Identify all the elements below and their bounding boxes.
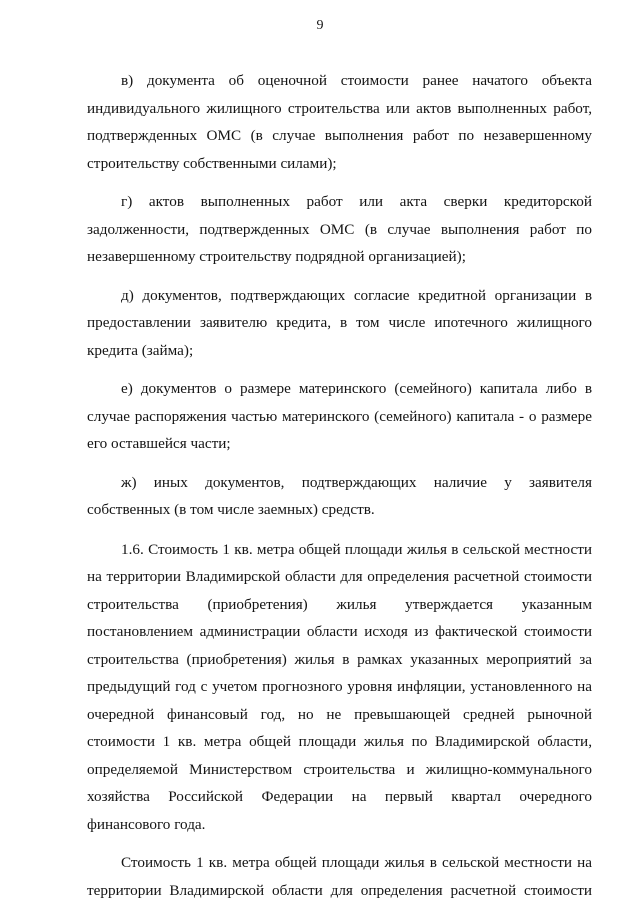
text-line: индивидуального жилищного строительства или актов выполненных работ, (87, 99, 592, 117)
paragraph-zh (87, 469, 592, 524)
document-body (87, 67, 592, 904)
text-line: д) документов, подтверждающих согласие кредитной организации в (121, 286, 592, 304)
paragraph-e (87, 375, 592, 458)
text-line: очередной финансовый год, но не превышающей средней рыночной (87, 705, 592, 723)
text-line: Стоимость 1 кв. метра общей площади жилья в сельской местности на (121, 854, 592, 871)
page-number: 9 (316, 18, 324, 33)
text-line: территории Владимирской области для определения расчетной стоимости (87, 881, 592, 899)
text-line: строительства (приобретения) жилья в рамках указанных мероприятий за (87, 650, 592, 668)
text-line: финансового года. (87, 815, 206, 833)
text-line: собственных (в том числе заемных) средств. (87, 501, 375, 518)
text-line: задолженности, подтвержденных ОМС (в случае выполнения работ по (87, 220, 592, 238)
paragraph-cost (87, 849, 592, 904)
text-line: на территории Владимирской области для определения расчетной стоимости (87, 568, 592, 585)
text-line: постановлением администрации области исходя из фактической стоимости (87, 623, 592, 640)
text-line: кредита (займа); (87, 341, 194, 359)
text-line: его оставшейся части; (87, 435, 231, 452)
paragraph-v (87, 67, 592, 177)
text-line: стоимости 1 кв. метра общей площади жилья по Владимирской области, (87, 733, 592, 750)
text-line: хозяйства Российской Федерации на первый квартал очередного (87, 788, 592, 805)
text-line: определяемой Министерством строительства и жилищно-коммунального (87, 760, 592, 778)
text-line: предоставлении заявителю кредита, в том числе ипотечного жилищного (87, 314, 592, 331)
text-line: случае распоряжения частью материнского (семейного) капитала - о размере (87, 407, 592, 425)
text-line: подтвержденных ОМС (в случае выполнения работ по незавершенному (87, 127, 592, 144)
paragraph-g (87, 188, 592, 271)
text-line: е) документов о размере материнского (семейного) капитала либо в (121, 380, 592, 397)
text-line: ж) иных документов, подтверждающих наличие у заявителя (121, 473, 592, 491)
text-line: г) актов выполненных работ или акта сверки кредиторской (121, 193, 592, 210)
paragraph-d (87, 282, 592, 365)
text-line: строительства (приобретения) жилья утверждается указанным (87, 595, 592, 613)
text-line: предыдущий год с учетом прогнозного уровня инфляции, установленного на (87, 678, 592, 695)
text-line: 1.6. Стоимость 1 кв. метра общей площади жилья в сельской местности (121, 540, 592, 558)
paragraph-1-6 (87, 536, 592, 839)
text-line: в) документа об оценочной стоимости ранее начатого объекта (121, 72, 592, 89)
text-line: строительству собственными силами); (87, 154, 337, 172)
text-line: незавершенному строительству подрядной организацией); (87, 248, 466, 265)
